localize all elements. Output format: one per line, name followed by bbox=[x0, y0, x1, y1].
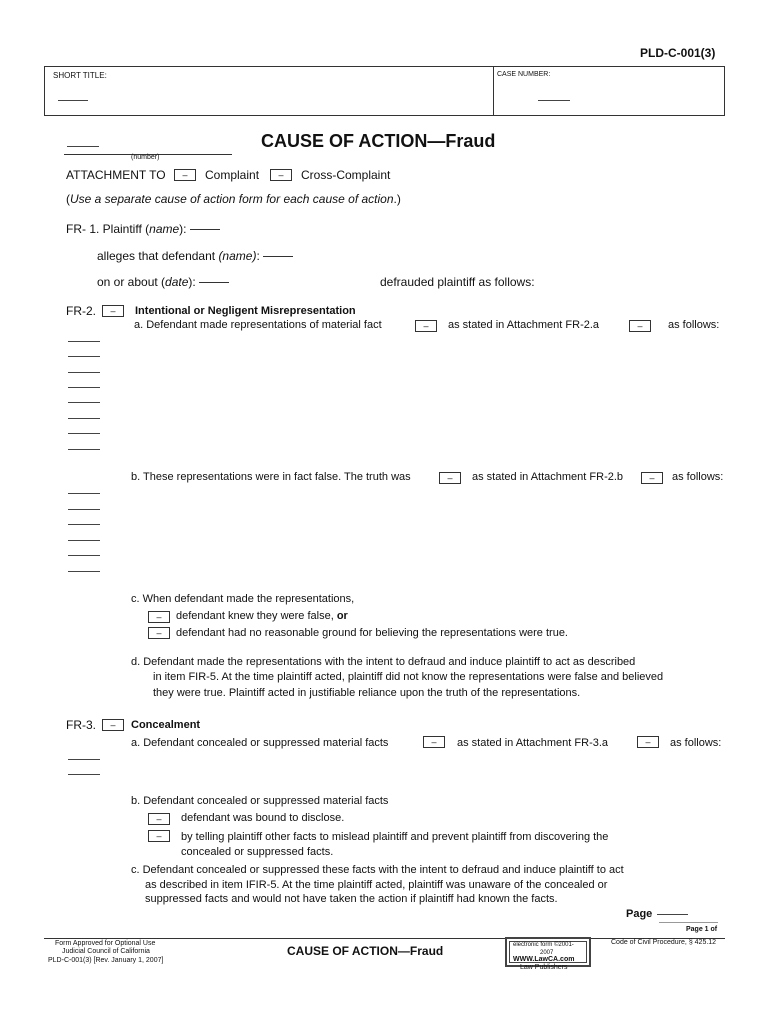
fr2-b-follows-label: as follows: bbox=[672, 471, 724, 483]
fr1-defrauded: defrauded plaintiff as follows: bbox=[380, 275, 535, 289]
stamp-line3[interactable]: WWW.LawCA.com bbox=[513, 956, 575, 963]
page-label: Page bbox=[626, 908, 653, 920]
fr2-a-text: a. Defendant made representations of material fact bbox=[134, 319, 382, 331]
fr3-b-mislead-checkbox[interactable] bbox=[148, 830, 170, 842]
attachment-note: (Use a separate cause of action form for each cause of action.) bbox=[66, 192, 401, 206]
case-number-label: CASE NUMBER: bbox=[497, 71, 551, 78]
fr3-a-attachment-label: as stated in Attachment FR-3.a bbox=[457, 737, 609, 749]
stamp-line2: 2007 bbox=[540, 950, 554, 956]
fr3-label: FR-3. bbox=[66, 718, 96, 732]
fr1-date: on or about (date): bbox=[97, 275, 229, 289]
attachment-label: ATTACHMENT TO bbox=[66, 168, 166, 182]
fr3-checkbox[interactable] bbox=[102, 719, 124, 731]
short-title-label: SHORT TITLE: bbox=[53, 71, 107, 80]
fr3-c-line1: c. Defendant concealed or suppressed these facts with the intent to defraud and induce plaintiff to act bbox=[131, 864, 624, 876]
fr3-b-bound-checkbox[interactable] bbox=[148, 813, 170, 825]
cross-complaint-label: Cross-Complaint bbox=[301, 168, 391, 182]
fr1-alleges: alleges that defendant (name): bbox=[97, 249, 293, 263]
caption-box bbox=[44, 66, 725, 116]
fr2-b-attachment-label: as stated in Attachment FR-2.b bbox=[472, 471, 624, 483]
fr3-a-text: a. Defendant concealed or suppressed material facts bbox=[131, 737, 389, 749]
cross-complaint-checkbox[interactable] bbox=[270, 169, 292, 181]
fr2-checkbox[interactable] bbox=[102, 305, 124, 317]
fr3-b-bound-label: defendant was bound to disclose. bbox=[181, 812, 345, 824]
approved-line1: Form Approved for Optional Use bbox=[55, 940, 156, 947]
fr3-a-attachment-checkbox[interactable] bbox=[423, 736, 445, 748]
fr2-a-follows-label: as follows: bbox=[668, 319, 720, 331]
case-number-field[interactable] bbox=[538, 100, 570, 101]
fr2-d-line2: in item FIR-5. At the time plaintiff acted, plaintiff did not know the representations were false and believed bbox=[153, 671, 664, 683]
fr2-b-attachment-checkbox[interactable] bbox=[439, 472, 461, 484]
approved-line3: PLD-C-001(3) [Rev. January 1, 2007] bbox=[48, 957, 164, 964]
defendant-name-field[interactable] bbox=[263, 256, 293, 257]
fr2-c-no-ground-label: defendant had no reasonable ground for believing the representations were true. bbox=[176, 627, 568, 639]
fr1-plaintiff: FR- 1. Plaintiff (name): bbox=[66, 222, 220, 236]
fr2-label: FR-2. bbox=[66, 304, 96, 318]
fr3-b-mislead-line2: concealed or suppressed facts. bbox=[181, 846, 334, 858]
stamp-line4: Law Publishers bbox=[520, 964, 568, 971]
fr2-a-follows-checkbox[interactable] bbox=[629, 320, 651, 332]
fr2-b-follows-checkbox[interactable] bbox=[641, 472, 663, 484]
approved-line2: Judicial Council of California bbox=[62, 948, 150, 955]
fr3-a-follows-checkbox[interactable] bbox=[637, 736, 659, 748]
fr2-a-attachment-checkbox[interactable] bbox=[415, 320, 437, 332]
fr3-b-mislead-line1: by telling plaintiff other facts to mislead plaintiff and prevent plaintiff from discovering the bbox=[181, 831, 609, 843]
fr3-b-text: b. Defendant concealed or suppressed material facts bbox=[131, 795, 389, 807]
page-underline bbox=[659, 922, 718, 923]
page-of: Page 1 of bbox=[686, 926, 718, 933]
complaint-checkbox[interactable] bbox=[174, 169, 196, 181]
date-field[interactable] bbox=[199, 282, 229, 283]
page-title: CAUSE OF ACTION—Fraud bbox=[261, 131, 496, 151]
fr3-c-line2: as described in item IFIR-5. At the time plaintiff acted, plaintiff was unaware of the concealed or bbox=[145, 879, 608, 891]
page-number-field[interactable] bbox=[657, 914, 688, 915]
fr2-b-text: b. These representations were in fact false. The truth was bbox=[131, 471, 411, 483]
fr2-c-text: c. When defendant made the representations, bbox=[131, 593, 355, 605]
plaintiff-name-field[interactable] bbox=[190, 229, 220, 230]
fr2-c-knew-false-checkbox[interactable] bbox=[148, 611, 170, 623]
fr2-heading: Intentional or Negligent Misrepresentation bbox=[135, 305, 356, 317]
code-citation: Code of Civil Procedure, § 425.12 bbox=[611, 939, 717, 946]
stamp-line1: electronic form ©2001- bbox=[513, 942, 574, 948]
fr2-c-knew-false-label: defendant knew they were false, or bbox=[176, 610, 348, 622]
short-title-field[interactable] bbox=[58, 100, 88, 101]
fr2-d-line3: they were true. Plaintiff acted in justifiable reliance upon the truth of the representations. bbox=[153, 687, 581, 699]
cause-number-field[interactable] bbox=[67, 146, 99, 147]
footer-title: CAUSE OF ACTION—Fraud bbox=[287, 944, 444, 958]
fr2-a-attachment-label: as stated in Attachment FR-2.a bbox=[448, 319, 600, 331]
form-id: PLD-C-001(3) bbox=[640, 46, 716, 60]
fr2-d-line1: d. Defendant made the representations with the intent to defraud and induce plaintiff to act as described bbox=[131, 656, 636, 668]
number-caption: (number) bbox=[131, 154, 160, 161]
fr3-a-follows-label: as follows: bbox=[670, 737, 722, 749]
fr2-c-no-ground-checkbox[interactable] bbox=[148, 627, 170, 639]
complaint-label: Complaint bbox=[205, 168, 260, 182]
fr3-c-line3: suppressed facts and would not have taken the action if plaintiff had known the facts. bbox=[145, 893, 558, 905]
fr3-heading: Concealment bbox=[131, 719, 201, 731]
